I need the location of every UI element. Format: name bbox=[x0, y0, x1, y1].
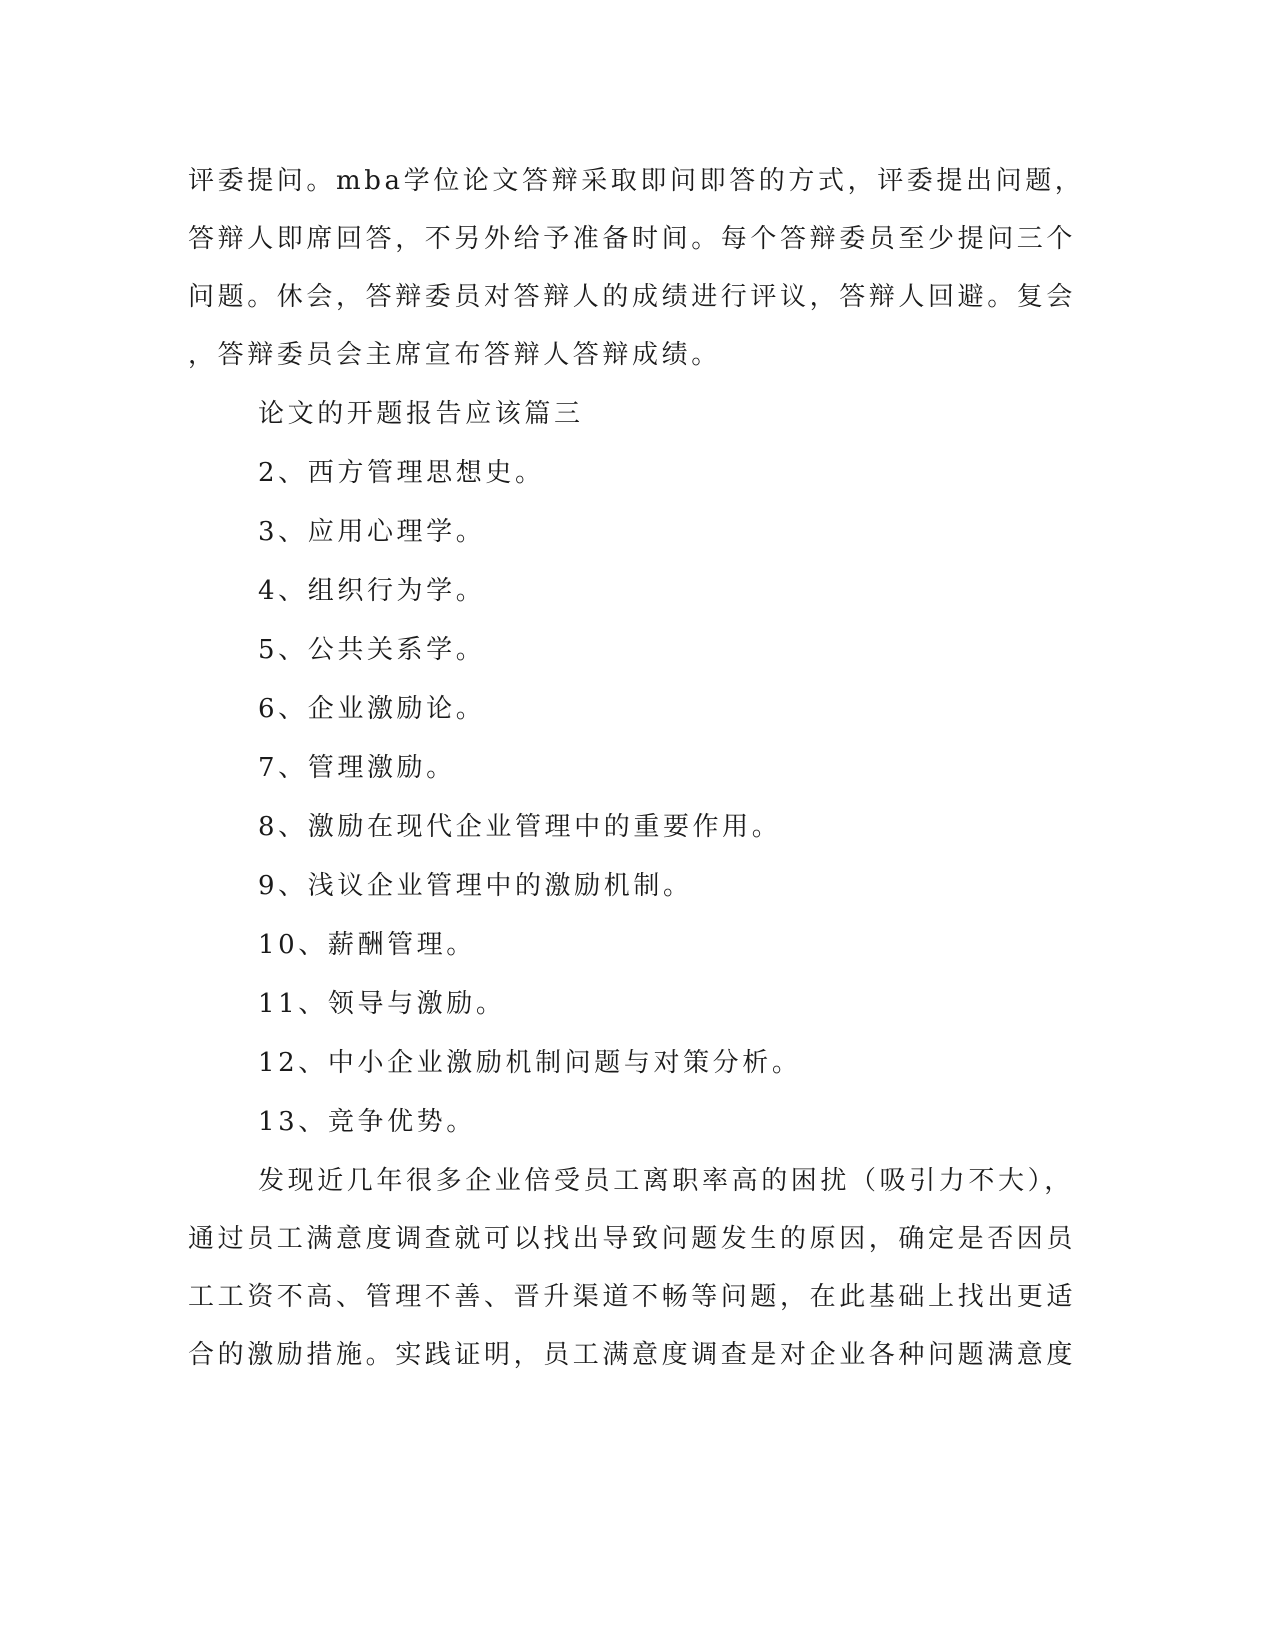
list-item: 2、西方管理思想史。 bbox=[258, 458, 545, 488]
list-item: 5、公共关系学。 bbox=[258, 635, 486, 665]
paragraph-line: 发现近几年很多企业倍受员工离职率高的困扰（吸引力不大）， bbox=[258, 1166, 1074, 1196]
paragraph-line: 评委提问。mba学位论文答辩采取即问即答的方式，评委提出问题， bbox=[188, 166, 1085, 196]
list-item: 8、激励在现代企业管理中的重要作用。 bbox=[258, 812, 782, 842]
list-item: 12、中小企业激励机制问题与对策分析。 bbox=[258, 1048, 802, 1078]
paragraph-line: 问题。休会，答辩委员对答辩人的成绩进行评议，答辩人回避。复会 bbox=[188, 282, 1077, 312]
paragraph-line: ，答辩委员会主席宣布答辩人答辩成绩。 bbox=[188, 340, 721, 370]
list-item: 4、组织行为学。 bbox=[258, 576, 486, 606]
list-item: 13、竞争优势。 bbox=[258, 1107, 476, 1137]
list-item: 3、应用心理学。 bbox=[258, 517, 486, 547]
paragraph-line: 合的激励措施。实践证明，员工满意度调查是对企业各种问题满意度 bbox=[188, 1340, 1077, 1370]
paragraph-line: 工工资不高、管理不善、晋升渠道不畅等问题，在此基础上找出更适 bbox=[188, 1282, 1077, 1312]
list-item: 9、浅议企业管理中的激励机制。 bbox=[258, 871, 693, 901]
list-item: 10、薪酬管理。 bbox=[258, 930, 476, 960]
list-item: 6、企业激励论。 bbox=[258, 694, 486, 724]
list-item: 7、管理激励。 bbox=[258, 753, 456, 783]
paragraph-line: 答辩人即席回答，不另外给予准备时间。每个答辩委员至少提问三个 bbox=[188, 224, 1077, 254]
list-item: 11、领导与激励。 bbox=[258, 989, 506, 1019]
section-heading: 论文的开题报告应该篇三 bbox=[258, 399, 584, 429]
paragraph-line: 通过员工满意度调查就可以找出导致问题发生的原因，确定是否因员 bbox=[188, 1224, 1077, 1254]
